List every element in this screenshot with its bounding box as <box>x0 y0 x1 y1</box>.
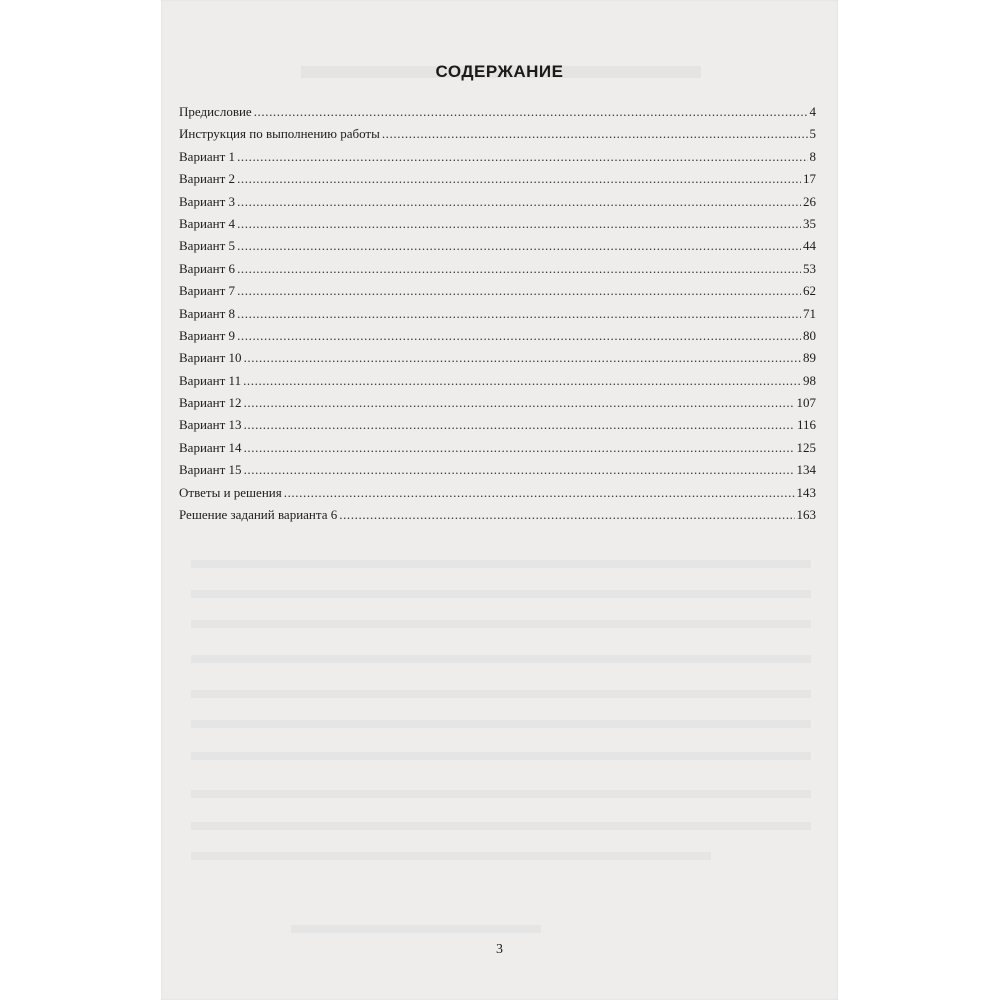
toc-dot-leader <box>237 328 801 344</box>
toc-entry <box>179 373 816 395</box>
toc-entry-page: 116 <box>796 417 816 433</box>
toc-dot-leader <box>237 238 801 254</box>
toc-entry-label: Вариант 2 <box>179 171 236 187</box>
book-page <box>161 0 838 1000</box>
toc-dot-leader <box>237 171 801 187</box>
toc-entry-page: 62 <box>803 283 816 299</box>
toc-entry-page: 98 <box>803 372 816 388</box>
toc-entry-page: 89 <box>803 350 816 366</box>
toc-dot-leader <box>339 507 794 523</box>
toc-dot-leader <box>237 283 801 299</box>
toc-entry-page: 17 <box>803 171 816 187</box>
toc-entry <box>179 328 816 350</box>
toc-entry-page: 143 <box>796 484 816 500</box>
toc-entry-label: Вариант 11 <box>179 372 242 388</box>
toc-entry-label: Предисловие <box>179 104 252 119</box>
toc-entry-label: Вариант 8 <box>179 305 236 321</box>
toc-entry-label: Вариант 14 <box>179 439 242 455</box>
toc-entry <box>179 283 816 305</box>
toc-entry-page: 44 <box>803 238 816 254</box>
toc-entry-label: Вариант 12 <box>179 395 242 411</box>
toc-entry-page: 8 <box>809 148 816 164</box>
toc-dot-leader <box>284 485 795 501</box>
toc-entry-label: Инструкция по выполнению работы <box>179 126 380 142</box>
toc-entry <box>179 261 816 283</box>
toc-dot-leader <box>243 373 801 389</box>
toc-entry <box>179 485 816 507</box>
toc-dot-leader <box>244 417 795 433</box>
toc-entry-label: Вариант 6 <box>179 260 236 276</box>
toc-entry <box>179 104 816 126</box>
toc-dot-leader <box>237 149 807 165</box>
toc-entry-label: Вариант 1 <box>179 148 236 164</box>
toc-dot-leader <box>237 261 801 277</box>
toc-dot-leader <box>244 350 801 366</box>
toc-entry <box>179 171 816 193</box>
toc-entry-label: Вариант 4 <box>179 215 236 231</box>
toc-entry <box>179 126 816 148</box>
toc-entry <box>179 350 816 372</box>
toc-entry-label: Вариант 13 <box>179 417 242 433</box>
toc-entry-label: Вариант 9 <box>179 327 236 343</box>
toc-entry-label: Решение заданий варианта 6 <box>179 507 338 523</box>
toc-entry-page: 125 <box>796 439 816 455</box>
toc-entry <box>179 238 816 260</box>
toc-entry-page: 80 <box>803 327 816 343</box>
toc-entry <box>179 395 816 417</box>
toc-entry-label: Ответы и решения <box>179 484 282 500</box>
toc-entry-page: 134 <box>796 462 816 478</box>
toc-entry-page: 71 <box>803 305 816 321</box>
toc-entry-label: Вариант 10 <box>179 350 242 366</box>
toc-dot-leader <box>244 462 795 478</box>
toc-dot-leader <box>382 126 808 142</box>
toc-entry <box>179 507 816 529</box>
toc-dot-leader <box>244 395 795 411</box>
toc-entry-page: 35 <box>803 215 816 231</box>
page-number: 3 <box>496 942 503 957</box>
toc-entry-label: Вариант 5 <box>179 238 236 254</box>
toc-entry <box>179 440 816 462</box>
toc-entry <box>179 216 816 238</box>
toc-entry <box>179 194 816 216</box>
table-of-contents <box>179 104 816 529</box>
toc-dot-leader <box>237 306 801 322</box>
toc-entry <box>179 462 816 484</box>
toc-entry <box>179 306 816 328</box>
toc-entry-page: 5 <box>809 126 816 142</box>
toc-entry-label: Вариант 3 <box>179 193 236 209</box>
toc-entry <box>179 417 816 439</box>
toc-entry-page: 26 <box>803 193 816 209</box>
toc-entry-label: Вариант 15 <box>179 462 242 478</box>
page-title: СОДЕРЖАНИЕ <box>435 62 564 81</box>
toc-entry <box>179 149 816 171</box>
toc-dot-leader <box>244 440 795 456</box>
toc-entry-page: 53 <box>803 260 816 276</box>
toc-dot-leader <box>237 216 801 232</box>
toc-entry-label: Вариант 7 <box>179 283 236 299</box>
toc-entry-page: 4 <box>809 104 816 119</box>
toc-dot-leader <box>254 104 808 120</box>
toc-entry-page: 107 <box>796 395 816 411</box>
toc-dot-leader <box>237 194 801 210</box>
toc-entry-page: 163 <box>796 507 816 523</box>
